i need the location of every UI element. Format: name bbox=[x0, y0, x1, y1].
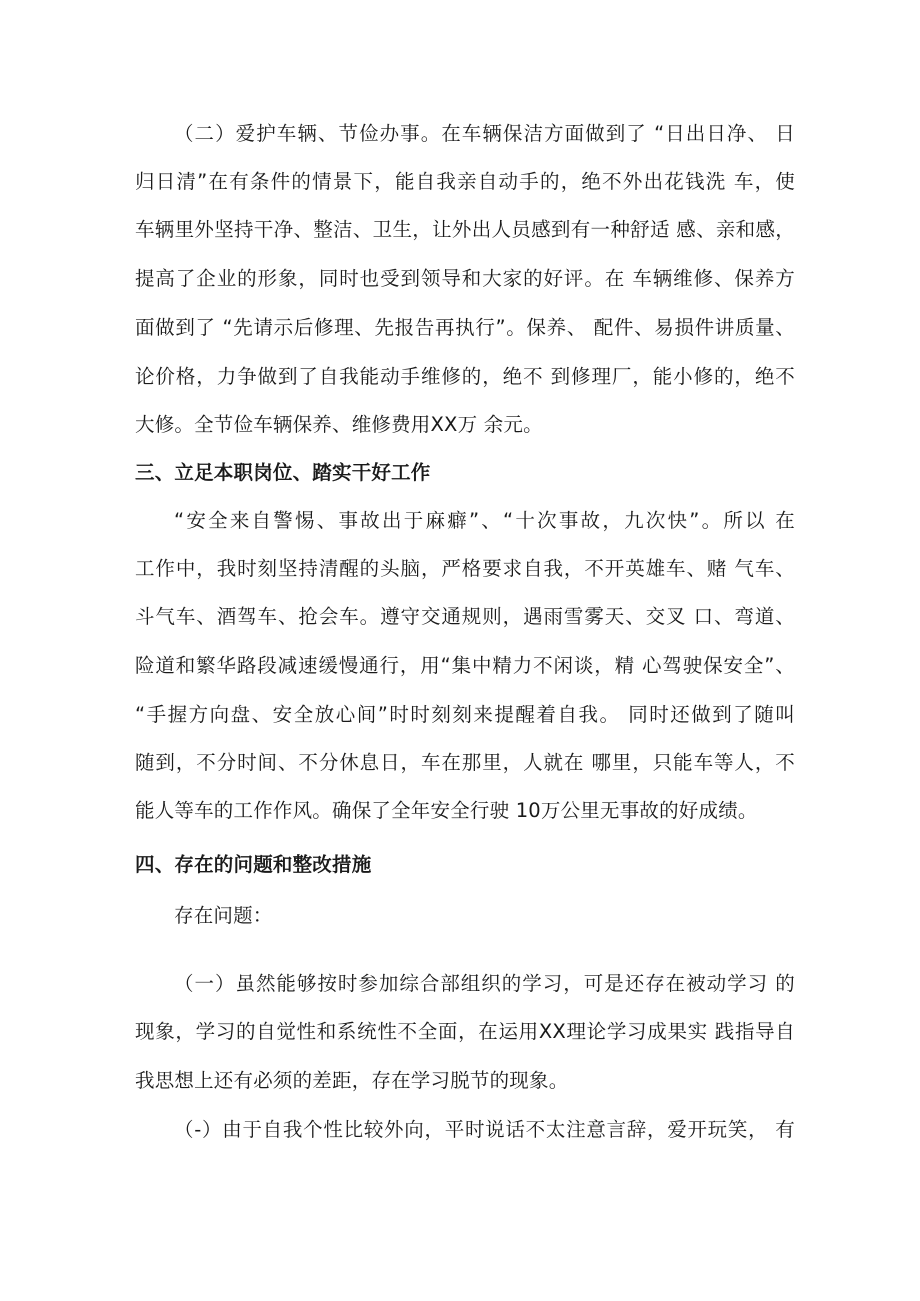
paragraph-line: 工作中，我时刻坚持清醒的头脑，严格要求自我，不开英雄车、赌 气车、 bbox=[135, 557, 795, 580]
paragraph-line: 大修。全节俭车辆保养、维修费用XX万 余元。 bbox=[135, 413, 543, 436]
paragraph-line: “安全来自警惕、事故出于麻癖”、“十次事故，九次快”。所以 在 bbox=[174, 509, 795, 532]
paragraph-line: “手握方向盘、安全放心间”时时刻刻来提醒着自我。 同时还做到了随叫 bbox=[135, 703, 795, 726]
paragraph-line: 随到，不分时间、不分休息日，车在那里，人就在 哪里，只能车等人，不 bbox=[135, 751, 795, 774]
paragraph-line: （-）由于自我个性比较外向，平时说话不太注意言辞，爱开玩笑， 有 bbox=[174, 1118, 795, 1141]
paragraph-line: 能人等车的工作作风。确保了全年安全行驶 10万公里无事故的好成绩。 bbox=[135, 799, 758, 822]
paragraph-line: 车辆里外坚持干净、整洁、卫生，让外出人员感到有一种舒适 感、亲和感， bbox=[135, 218, 795, 241]
section-heading: 三、立足本职岗位、踏实干好工作 bbox=[135, 461, 431, 484]
paragraph-line: 现象，学习的自觉性和系统性不全面，在运用XX理论学习成果实 践指导自 bbox=[135, 1020, 795, 1043]
paragraph-line: 论价格，力争做到了自我能动手维修的，绝不 到修理厂，能小修的，绝不 bbox=[135, 365, 795, 388]
paragraph-line: 面做到了 “先请示后修理、先报告再执行”。保养、 配件、易损件讲质量、 bbox=[135, 316, 795, 339]
paragraph-line: 斗气车、酒驾车、抢会车。遵守交通规则，遇雨雪雾天、交叉 口、弯道、 bbox=[135, 605, 795, 628]
paragraph-line: （一）虽然能够按时参加综合部组织的学习，可是还存在被动学习 的 bbox=[174, 972, 795, 995]
paragraph-line: 险道和繁华路段减速缓慢通行，用“集中精力不闲谈，精 心驾驶保安全”、 bbox=[135, 654, 795, 677]
paragraph-line: 我思想上还有必须的差距，存在学习脱节的现象。 bbox=[135, 1069, 569, 1092]
section-heading: 四、存在的问题和整改措施 bbox=[135, 853, 372, 876]
paragraph-line: （二）爱护车辆、节俭办事。在车辆保洁方面做到了 “日出日净、 日 bbox=[174, 122, 795, 145]
subheading: 存在问题： bbox=[174, 904, 273, 927]
paragraph-line: 归日清”在有条件的情景下，能自我亲自动手的，绝不外出花钱洗 车，使 bbox=[135, 170, 795, 193]
paragraph-line: 提高了企业的形象，同时也受到领导和大家的好评。在 车辆维修、保养方 bbox=[135, 267, 795, 290]
